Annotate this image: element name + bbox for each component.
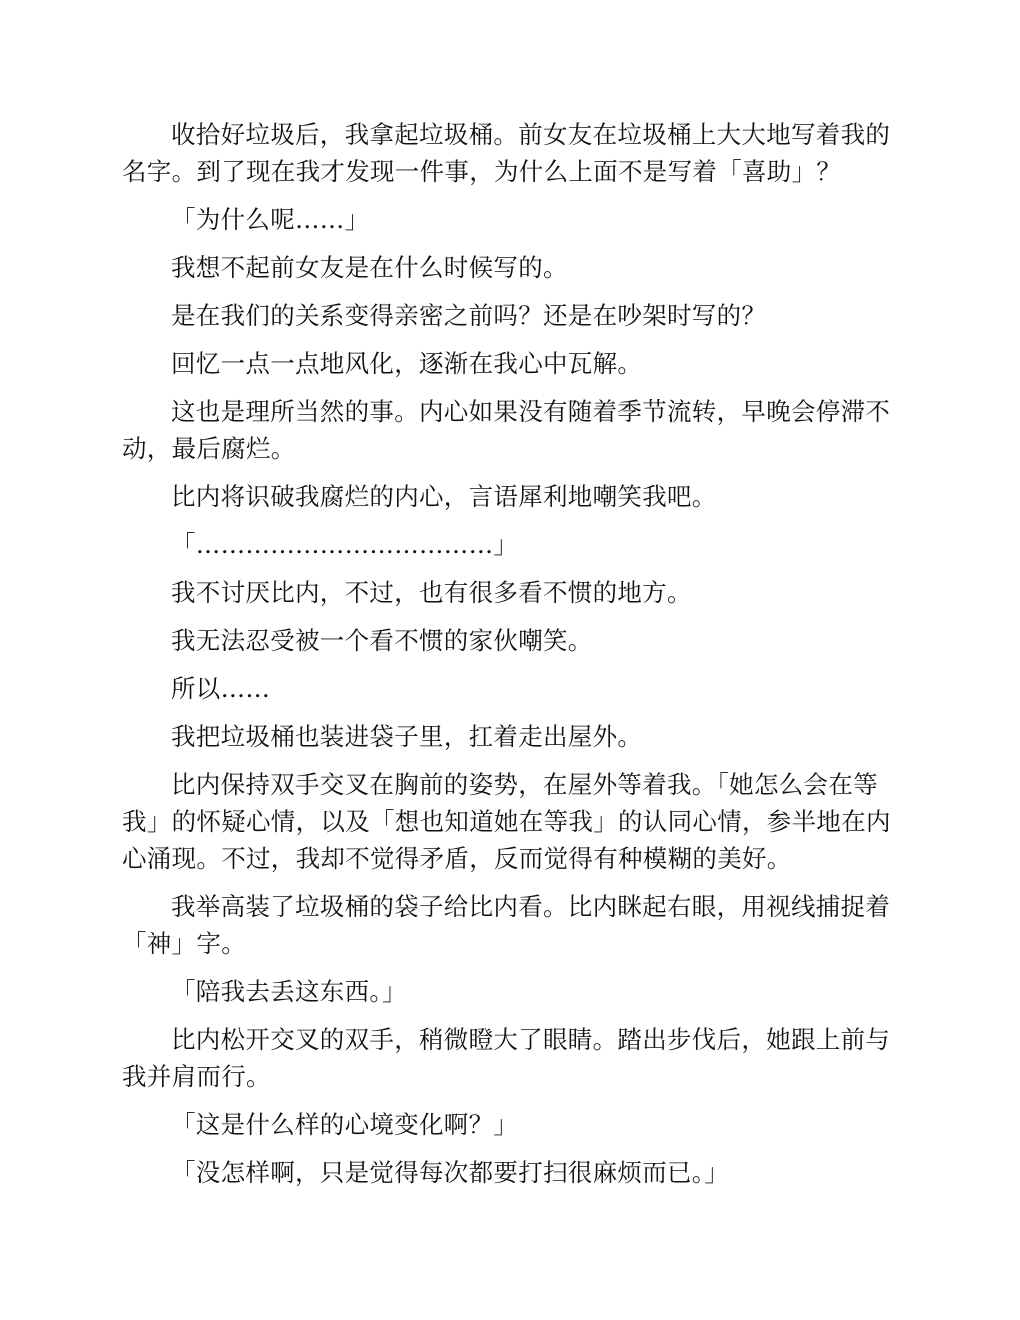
paragraph: 是在我们的关系变得亲密之前吗？还是在吵架时写的？ [171, 301, 767, 330]
paragraph: 我无法忍受被一个看不惯的家伙嘲笑。 [171, 626, 593, 655]
paragraph: 我不讨厌比内，不过，也有很多看不惯的地方。 [171, 578, 692, 607]
paragraph: 我想不起前女友是在什么时候写的。 [171, 253, 568, 282]
paragraph: 「这是什么样的心境变化啊？」 [171, 1110, 519, 1139]
paragraph: 「为什么呢……」 [171, 205, 370, 234]
paragraph: 这也是理所当然的事。内心如果没有随着季节流转，早晚会停滞不动，最后腐烂。 [122, 397, 891, 463]
paragraph: 收拾好垃圾后，我拿起垃圾桶。前女友在垃圾桶上大大地写着我的名字。到了现在我才发现一件事，为什么上面不是写着「喜助」？ [122, 120, 891, 186]
document-body [122, 116, 898, 1202]
paragraph: 回忆一点一点地风化，逐渐在我心中瓦解。 [171, 349, 643, 378]
paragraph: 「陪我去丢这东西。」 [171, 977, 407, 1006]
paragraph: 比内保持双手交叉在胸前的姿势，在屋外等着我。「她怎么会在等我」的怀疑心情，以及「想也知道她在等我」的认同心情，参半地在内心涌现。不过，我却不觉得矛盾，反而觉得有种模糊的美好。 [122, 770, 891, 873]
paragraph: 比内松开交叉的双手，稍微瞪大了眼睛。踏出步伐后，她跟上前与我并肩而行。 [122, 1025, 891, 1091]
paragraph: 「没怎样啊，只是觉得每次都要打扫很麻烦而已。」 [171, 1158, 730, 1187]
paragraph: 所以…… [171, 674, 271, 703]
paragraph: 「………………………………」 [171, 530, 519, 559]
paragraph: 我把垃圾桶也装进袋子里，扛着走出屋外。 [171, 722, 643, 751]
paragraph: 我举高装了垃圾桶的袋子给比内看。比内眯起右眼，用视线捕捉着「神」字。 [122, 892, 891, 958]
paragraph: 比内将识破我腐烂的内心，言语犀利地嘲笑我吧。 [171, 482, 717, 511]
